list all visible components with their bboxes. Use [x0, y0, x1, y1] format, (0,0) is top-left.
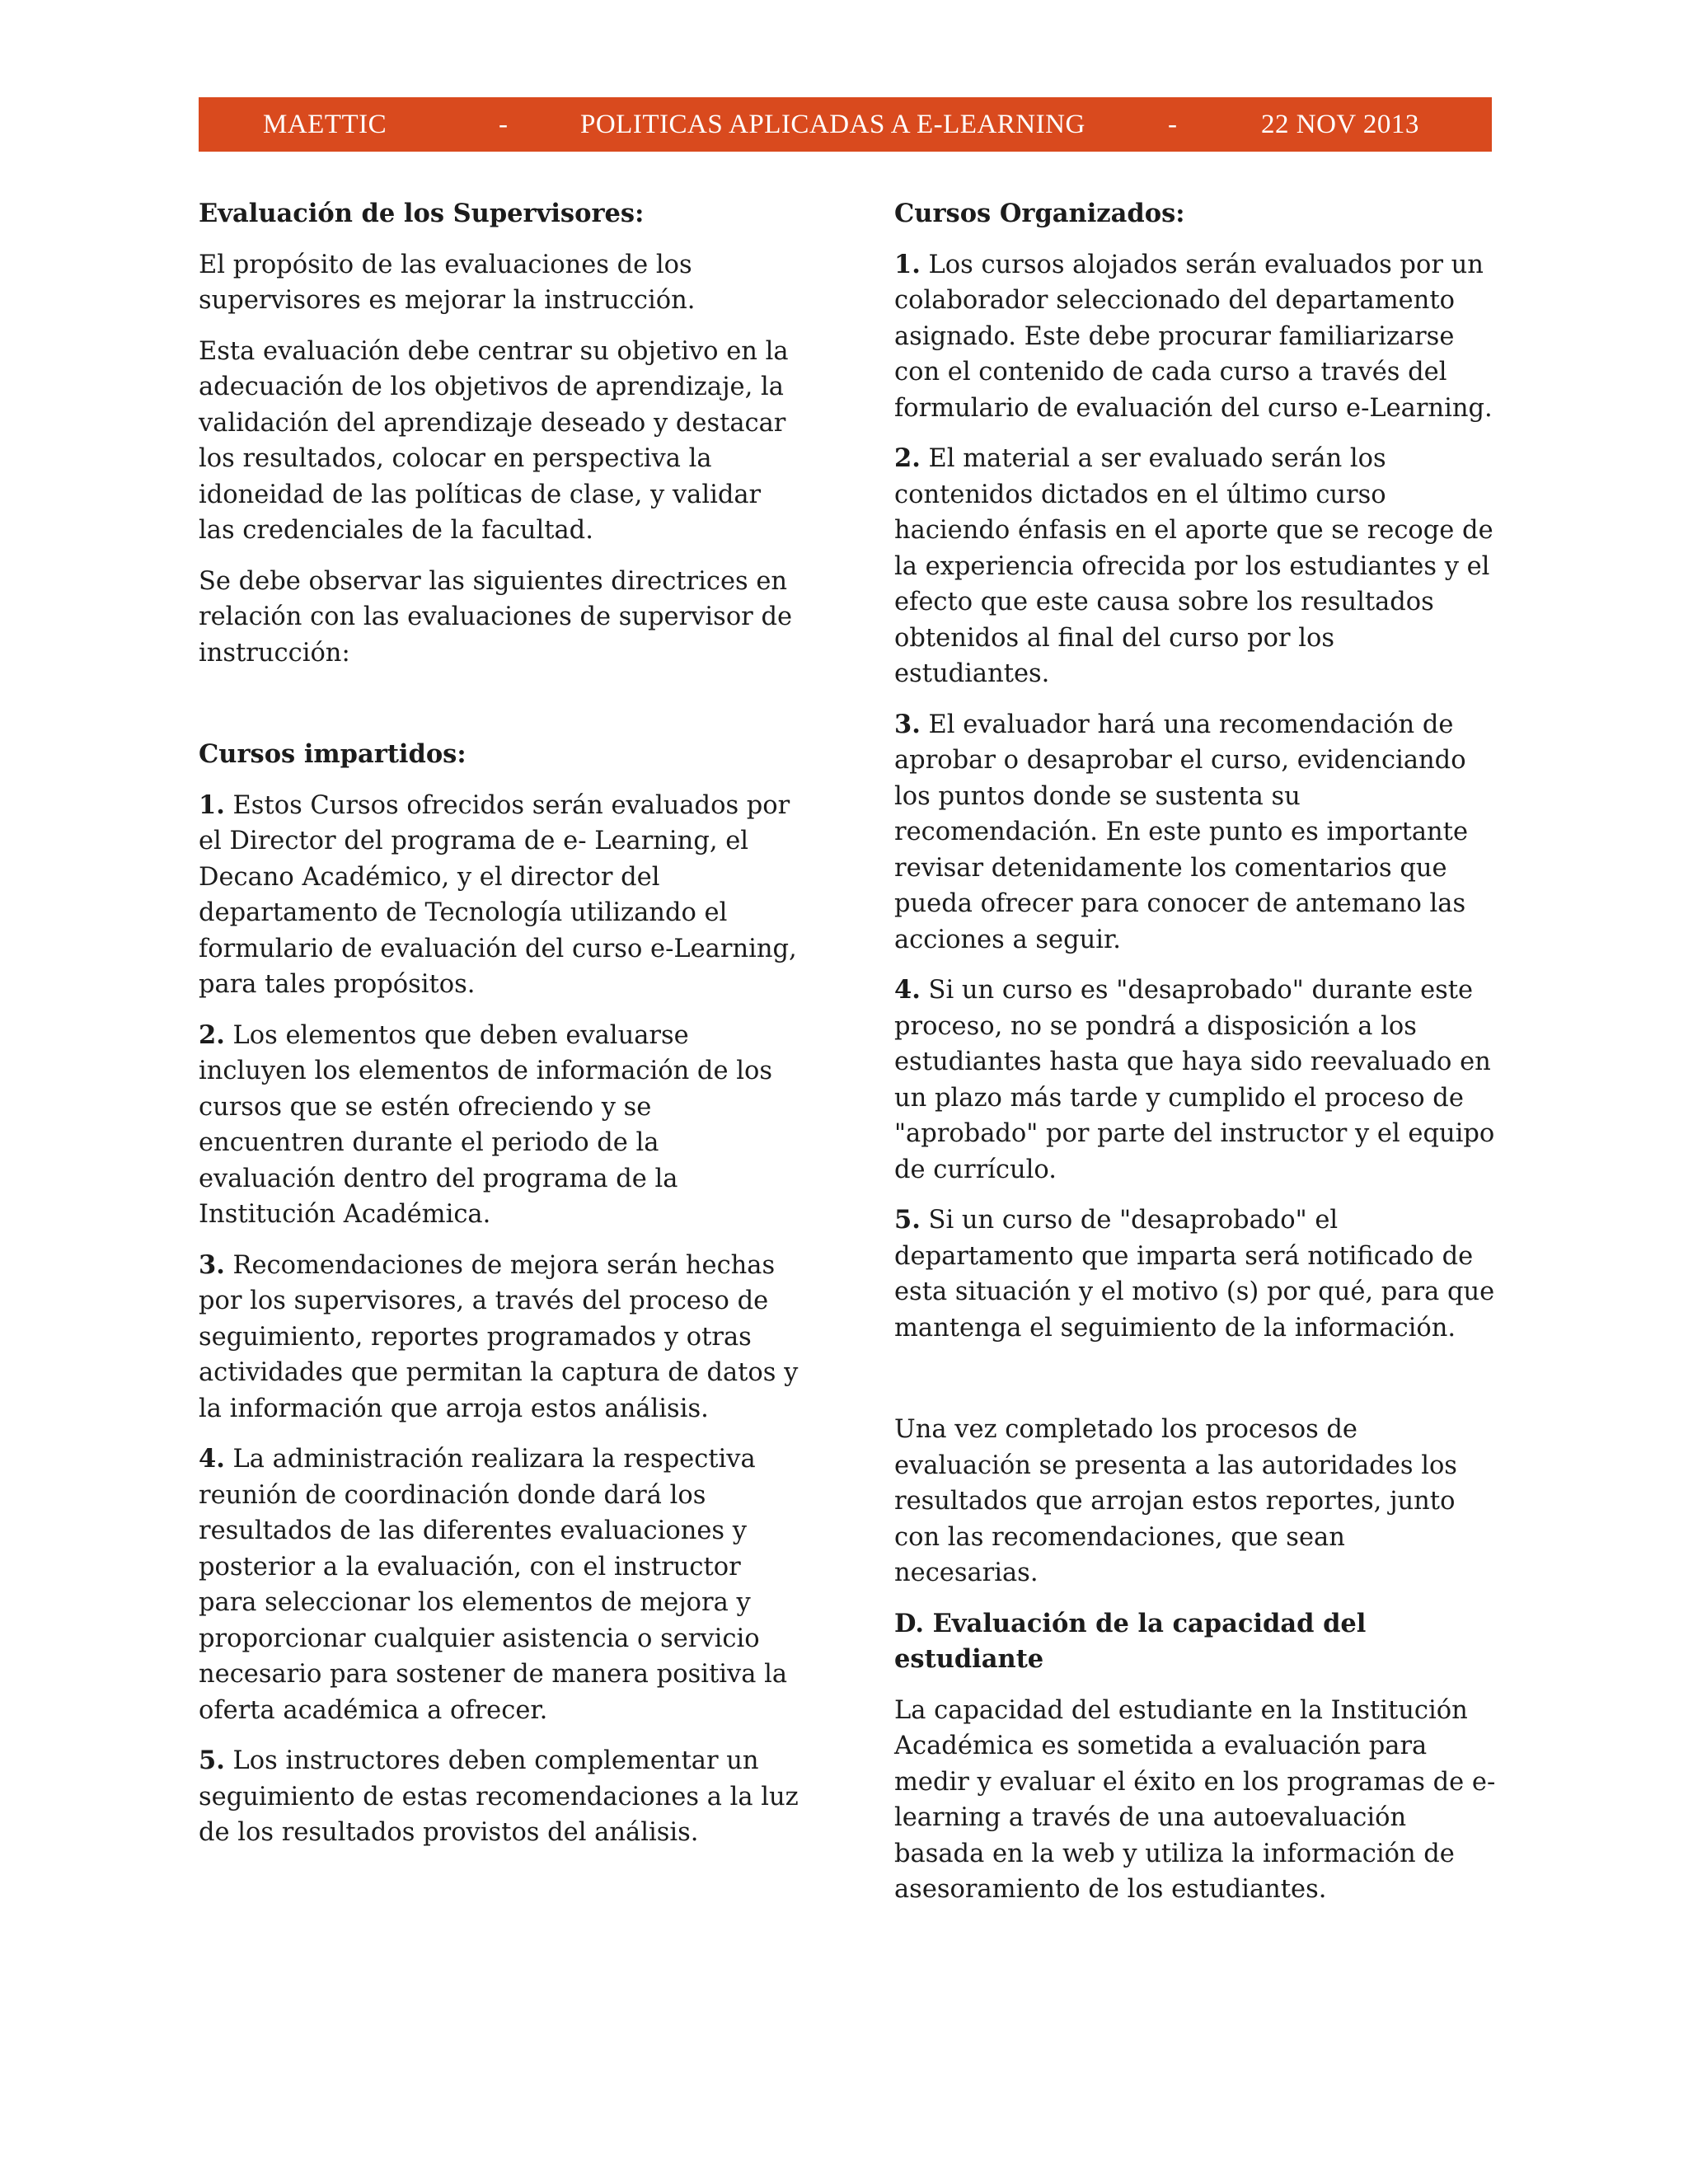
item-number: 4.	[894, 975, 921, 1005]
header-separator: -	[1168, 110, 1178, 139]
right-column	[894, 196, 1496, 1923]
list-item	[199, 1441, 800, 1728]
header-separator: -	[499, 110, 509, 139]
header-title: POLITICAS APLICADAS A E-LEARNING	[580, 110, 1085, 139]
header-date: 22 NOV 2013	[1261, 110, 1419, 139]
item-text: El material a ser evaluado serán los contenidos dictados en el último curso haciendo énfasis en el aporte que se recoge de la experiencia ofrecida por los estudiantes y el efecto que este causa sobre los resultados obtenidos al final del curso por los estudiantes.	[894, 444, 1493, 688]
item-text: Los elementos que deben evaluarse incluyen los elementos de información de los cursos que se estén ofreciendo y se encuentren durante el periodo de la evaluación dentro del programa de la Institución Académica.	[199, 1020, 772, 1229]
item-number: 5.	[894, 1205, 921, 1235]
item-text: El evaluador hará una recomendación de aprobar o desaprobar el curso, evidenciando los puntos donde se sustenta su recomendación. En este punto es importante revisar detenidamente los comentarios que pueda ofrecer para conocer de antemano las acciones a seguir.	[894, 710, 1468, 954]
item-text: Si un curso es "desaprobado" durante este proceso, no se pondrá a disposición a los estudiantes hasta que haya sido reevaluado en un plazo más tarde y cumplido el proceso de "aprobado" por parte del instructor y el equipo de currículo.	[894, 976, 1495, 1184]
left-column	[199, 196, 800, 1866]
list-item	[894, 972, 1496, 1188]
item-number: 1.	[894, 249, 921, 279]
item-number: 4.	[199, 1444, 225, 1474]
list-item	[199, 1248, 800, 1427]
item-text: Los instructores deben complementar un seguimiento de estas recomendaciones a la luz de los resultados provistos del análisis.	[199, 1746, 799, 1847]
paragraph: Esta evaluación debe centrar su objetivo en la adecuación de los objetivos de aprendizaje, la validación del aprendizaje deseado y destacar los resultados, colocar en perspectiva la idoneidad de las políticas de clase, y validar las credenciales de la facultad.	[199, 336, 789, 545]
list-item	[894, 707, 1496, 958]
spacer	[199, 686, 800, 737]
item-number: 5.	[199, 1746, 225, 1775]
section-heading-cursos-impartidos: Cursos impartidos:	[199, 739, 467, 769]
section-heading-supervisores: Evaluación de los Supervisores:	[199, 199, 645, 228]
item-text: Recomendaciones de mejora serán hechas por los supervisores, a través del proceso de seguimiento, reportes programados y otras actividades que permitan la captura de datos y la información que arroja estos análisis.	[199, 1250, 799, 1423]
page-header	[199, 97, 1492, 152]
item-number: 1.	[199, 790, 225, 820]
list-item	[199, 788, 800, 1003]
paragraph: Se debe observar las siguientes directrices en relación con las evaluaciones de supervisor de instrucción:	[199, 566, 793, 668]
item-text: Si un curso de "desaprobado" el departamento que imparta será notificado de esta situación y el motivo (s) por qué, para que mantenga el seguimiento de la información.	[894, 1206, 1495, 1343]
section-heading-cursos-organizados: Cursos Organizados:	[894, 199, 1185, 228]
item-text: La administración realizara la respectiva reunión de coordinación donde dará los resultados de las diferentes evaluaciones y posterior a la evaluación, con el instructor para seleccionar los elementos de mejora y proporcionar cualquier asistencia o servicio necesario para sostener de manera positiva la oferta académica a ofrecer.	[199, 1445, 788, 1725]
list-item	[894, 1202, 1496, 1346]
list-item	[894, 247, 1496, 427]
header-brand: MAETTIC	[263, 110, 387, 139]
spacer	[894, 1361, 1496, 1412]
item-text: Estos Cursos ofrecidos serán evaluados por el Director del programa de e- Learning, el Decano Académico, y el director del departamento de Tecnología utilizando el formulario de evaluación del curso e-Learning, para tales propósitos.	[199, 790, 797, 999]
item-text: Los cursos alojados serán evaluados por un colaborador seleccionado del departamento asignado. Este debe procurar familiarizarse con el contenido de cada curso a través del formulario de evaluación del curso e-Learning.	[894, 250, 1493, 423]
section-heading-capacidad-estudiante: D. Evaluación de la capacidad del estudiante	[894, 1608, 1367, 1674]
item-number: 3.	[894, 709, 921, 739]
item-number: 2.	[199, 1019, 225, 1050]
list-item	[199, 1018, 800, 1233]
paragraph: La capacidad del estudiante en la Institución Académica es sometida a evaluación para medir y evaluar el éxito en los programas de e-learning a través de una autoevaluación basada en la web y utiliza la información de asesoramiento de los estudiantes.	[894, 1695, 1496, 1904]
paragraph: Una vez completado los procesos de evaluación se presenta a las autoridades los resultados que arrojan estos reportes, junto con las recomendaciones, que sean necesarias.	[894, 1415, 1457, 1587]
item-number: 3.	[199, 1249, 225, 1280]
list-item	[894, 441, 1496, 692]
item-number: 2.	[894, 443, 921, 473]
list-item	[199, 1743, 800, 1851]
paragraph: El propósito de las evaluaciones de los supervisores es mejorar la instrucción.	[199, 250, 696, 315]
